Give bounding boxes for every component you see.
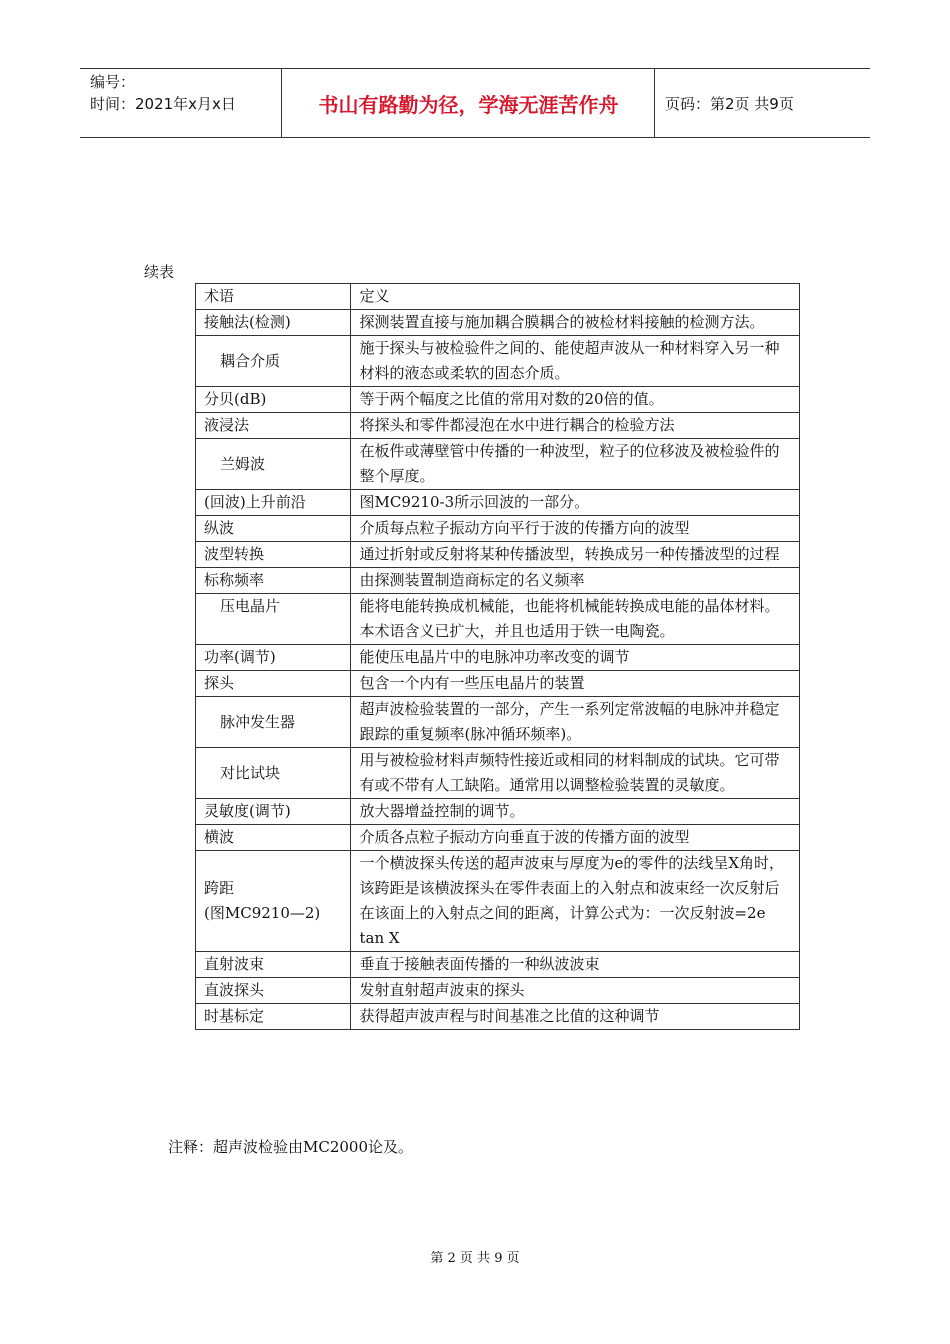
definition-cell: 超声波检验装置的一部分，产生一系列定常波幅的电脉冲并稳定跟踪的重复频率(脉冲循环频率)。 <box>351 697 800 748</box>
page-footer: 第 2 页 共 9 页 <box>430 1251 520 1266</box>
table-row <box>196 799 800 825</box>
term-text: 脉冲发生器 <box>220 712 296 731</box>
table-row <box>196 645 800 671</box>
definition-cell: 由探测装置制造商标定的名义频率 <box>351 568 800 594</box>
definition-cell: 等于两个幅度之比值的常用对数的20倍的值。 <box>351 387 800 413</box>
term-cell <box>196 697 351 748</box>
page-header <box>80 68 870 138</box>
term-cell <box>196 748 351 799</box>
definition-cell: 介质各点粒子振动方向垂直于波的传播方面的波型 <box>351 825 800 851</box>
definition-cell: 发射直射超声波束的探头 <box>351 978 800 1004</box>
table-row <box>196 542 800 568</box>
table-row <box>196 748 800 799</box>
term-cell: 波型转换 <box>196 542 351 568</box>
term-cell <box>196 594 351 645</box>
table-header-row <box>196 284 800 310</box>
header-term: 术语 <box>196 284 351 310</box>
table-row <box>196 439 800 490</box>
table-row <box>196 336 800 387</box>
definition-cell: 包含一个内有一些压电晶片的装置 <box>351 671 800 697</box>
header-meta <box>80 69 282 137</box>
term-cell: 功率(调节) <box>196 645 351 671</box>
term-cell: 分贝(dB) <box>196 387 351 413</box>
term-cell <box>196 851 351 952</box>
term-cell: 纵波 <box>196 516 351 542</box>
table-note: 注释：超声波检验由MC2000论及。 <box>168 1138 414 1156</box>
table-row <box>196 413 800 439</box>
table-row <box>196 952 800 978</box>
table-row <box>196 851 800 952</box>
terms-table <box>195 283 800 1030</box>
term-cell: 接触法(检测) <box>196 310 351 336</box>
definition-cell: 放大器增益控制的调节。 <box>351 799 800 825</box>
definition-cell: 在板件或薄壁管中传播的一种波型，粒子的位移波及被检验件的整个厚度。 <box>351 439 800 490</box>
definition-cell: 图MC9210-3所示回波的一部分。 <box>351 490 800 516</box>
definition-cell: 通过折射或反射将某种传播波型，转换成另一种传播波型的过程 <box>351 542 800 568</box>
table-row <box>196 490 800 516</box>
continuation-label: 续表 <box>144 263 175 281</box>
definition-cell: 施于探头与被检验件之间的、能使超声波从一种材料穿入另一种材料的液态或柔软的固态介质。 <box>351 336 800 387</box>
table-row <box>196 978 800 1004</box>
table-row <box>196 697 800 748</box>
term-cell: 灵敏度(调节) <box>196 799 351 825</box>
table-row <box>196 310 800 336</box>
term-cell: 直射波束 <box>196 952 351 978</box>
definition-cell: 能使压电晶片中的电脉冲功率改变的调节 <box>351 645 800 671</box>
term-cell: 直波探头 <box>196 978 351 1004</box>
term-subtext: (图MC9210—2) <box>204 904 321 922</box>
term-cell: 标称频率 <box>196 568 351 594</box>
term-cell: 时基标定 <box>196 1004 351 1030</box>
term-cell: 横波 <box>196 825 351 851</box>
definition-cell: 介质每点粒子振动方向平行于波的传播方向的波型 <box>351 516 800 542</box>
term-cell: 液浸法 <box>196 413 351 439</box>
term-text: 跨距 <box>204 879 235 897</box>
term-cell <box>196 439 351 490</box>
definition-cell: 获得超声波声程与时间基准之比值的这种调节 <box>351 1004 800 1030</box>
definition-cell: 探测装置直接与施加耦合膜耦合的被检材料接触的检测方法。 <box>351 310 800 336</box>
time-label: 时间：2021年x月x日 <box>90 95 236 113</box>
header-definition: 定义 <box>351 284 800 310</box>
table-row <box>196 1004 800 1030</box>
table-row <box>196 671 800 697</box>
table-row <box>196 516 800 542</box>
term-text: 兰姆波 <box>220 454 266 473</box>
term-text: 压电晶片 <box>220 597 281 615</box>
header-motto: 书山有路勤为径，学海无涯苦作舟 <box>283 69 655 137</box>
definition-cell: 垂直于接触表面传播的一种纵波波束 <box>351 952 800 978</box>
term-cell: (回波)上升前沿 <box>196 490 351 516</box>
term-cell: 探头 <box>196 671 351 697</box>
table-row <box>196 387 800 413</box>
table-row <box>196 594 800 645</box>
term-text: 耦合介质 <box>220 351 281 370</box>
definition-cell: 能将电能转换成机械能，也能将机械能转换成电能的晶体材料。本术语含义已扩大，并且也适用于铁一电陶瓷。 <box>351 594 800 645</box>
definition-cell: 一个横波探头传送的超声波束与厚度为e的零件的法线呈X角时，该跨距是该横波探头在零件表面上的入射点和波束经一次反射后在该面上的入射点之间的距离，计算公式为：一次反射波=2e tan X <box>351 851 800 952</box>
definition-cell: 将探头和零件都浸泡在水中进行耦合的检验方法 <box>351 413 800 439</box>
header-page-label: 页码：第2页 共9页 <box>665 94 794 113</box>
term-text: 对比试块 <box>220 763 281 782</box>
table-row <box>196 825 800 851</box>
table-row <box>196 568 800 594</box>
number-label: 编号： <box>90 73 136 91</box>
term-cell <box>196 336 351 387</box>
definition-cell: 用与被检验材料声频特性接近或相同的材料制成的试块。它可带有或不带有人工缺陷。通常用以调整检验装置的灵敏度。 <box>351 748 800 799</box>
